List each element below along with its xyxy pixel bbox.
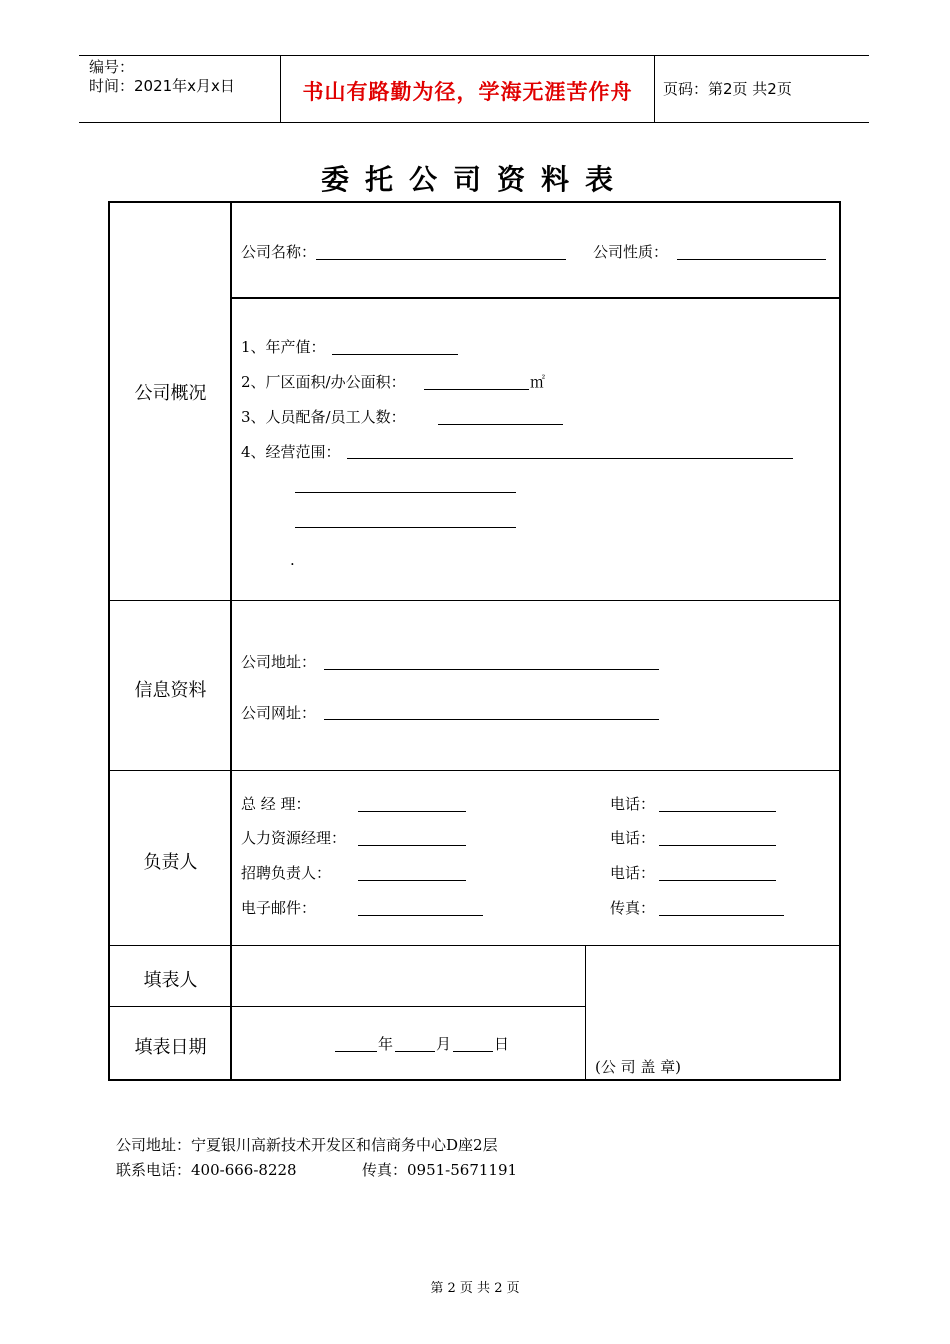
email-label: 电子邮件： bbox=[241, 899, 317, 917]
general-manager-label: 总 经 理： bbox=[241, 795, 311, 813]
business-scope-label: 4、经营范围： bbox=[241, 443, 341, 461]
company-website-field[interactable] bbox=[324, 719, 659, 720]
company-name-field[interactable] bbox=[316, 259, 566, 260]
row-divider-1 bbox=[109, 600, 840, 601]
filler-field[interactable] bbox=[233, 947, 584, 1005]
company-nature-label: 公司性质： bbox=[593, 243, 669, 261]
recruiter-phone-label: 电话： bbox=[610, 864, 656, 882]
row-divider-4 bbox=[109, 1006, 586, 1007]
date-label: 填表日期 bbox=[134, 1037, 207, 1058]
header-bottom-rule bbox=[79, 122, 869, 123]
seal-column-divider bbox=[585, 945, 586, 1080]
header-time-label: 时间：2021年x月x日 bbox=[89, 77, 235, 95]
overview-inner-divider bbox=[231, 297, 840, 299]
table-border-left bbox=[108, 201, 110, 1081]
header-page-label: 页码：第2页 共2页 bbox=[663, 80, 792, 98]
company-address-field[interactable] bbox=[324, 669, 659, 670]
staff-count-label: 3、人员配备/员工人数： bbox=[241, 408, 406, 426]
header-divider-right bbox=[654, 55, 655, 123]
area-unit: ㎡ bbox=[530, 373, 546, 391]
general-manager-phone-label: 电话： bbox=[610, 795, 656, 813]
label-column-divider bbox=[230, 201, 232, 1081]
header-top-rule bbox=[79, 55, 869, 56]
table-border-bottom bbox=[108, 1079, 841, 1081]
area-field[interactable] bbox=[424, 389, 529, 390]
page-title: 委托公司资料表 bbox=[320, 163, 629, 196]
recruiter-label: 招聘负责人： bbox=[241, 864, 332, 882]
table-border-top bbox=[108, 201, 841, 203]
fax-field[interactable] bbox=[659, 915, 784, 916]
date-day-field[interactable] bbox=[453, 1051, 493, 1052]
date-year-field[interactable] bbox=[335, 1051, 377, 1052]
business-scope-field-3[interactable] bbox=[295, 527, 516, 528]
general-manager-phone-field[interactable] bbox=[659, 811, 776, 812]
company-nature-field[interactable] bbox=[677, 259, 826, 260]
header-motto: 书山有路勤为径，学海无涯苦作舟 bbox=[302, 80, 633, 104]
date-day-label: 日 bbox=[494, 1035, 510, 1053]
company-seal-label: (公 司 盖 章) bbox=[595, 1058, 682, 1076]
hr-manager-label: 人力资源经理： bbox=[241, 829, 347, 847]
date-month-label: 月 bbox=[436, 1035, 452, 1053]
row-divider-3 bbox=[109, 945, 840, 946]
company-address-label: 公司地址： bbox=[241, 653, 317, 671]
business-scope-field-1[interactable] bbox=[347, 458, 793, 459]
email-field[interactable] bbox=[358, 915, 483, 916]
scope-dot: . bbox=[290, 551, 295, 569]
footer-phone: 联系电话：400-666-8228 bbox=[116, 1161, 297, 1179]
hr-manager-phone-field[interactable] bbox=[659, 845, 776, 846]
staff-count-field[interactable] bbox=[438, 424, 563, 425]
info-label: 信息资料 bbox=[134, 680, 207, 701]
footer-fax: 传真：0951-5671191 bbox=[362, 1161, 518, 1179]
recruiter-field[interactable] bbox=[358, 880, 466, 881]
business-scope-field-2[interactable] bbox=[295, 492, 516, 493]
table-border-right bbox=[839, 201, 841, 1081]
annual-output-field[interactable] bbox=[332, 354, 458, 355]
date-month-field[interactable] bbox=[395, 1051, 435, 1052]
page-number: 第 2 页 共 2 页 bbox=[430, 1281, 520, 1296]
filler-label: 填表人 bbox=[143, 970, 198, 991]
area-label: 2、厂区面积/办公面积： bbox=[241, 373, 406, 391]
header-number-label: 编号： bbox=[89, 58, 135, 76]
annual-output-label: 1、年产值： bbox=[241, 338, 326, 356]
company-website-label: 公司网址： bbox=[241, 704, 317, 722]
overview-label: 公司概况 bbox=[134, 383, 207, 404]
date-year-label: 年 bbox=[378, 1035, 394, 1053]
general-manager-field[interactable] bbox=[358, 811, 466, 812]
company-name-label: 公司名称： bbox=[241, 243, 317, 261]
contact-label: 负责人 bbox=[143, 852, 198, 873]
hr-manager-phone-label: 电话： bbox=[610, 829, 656, 847]
footer-address: 公司地址：宁夏银川高新技术开发区和信商务中心D座2层 bbox=[116, 1136, 498, 1154]
hr-manager-field[interactable] bbox=[358, 845, 466, 846]
fax-label: 传真： bbox=[610, 899, 656, 917]
row-divider-2 bbox=[109, 770, 840, 771]
recruiter-phone-field[interactable] bbox=[659, 880, 776, 881]
